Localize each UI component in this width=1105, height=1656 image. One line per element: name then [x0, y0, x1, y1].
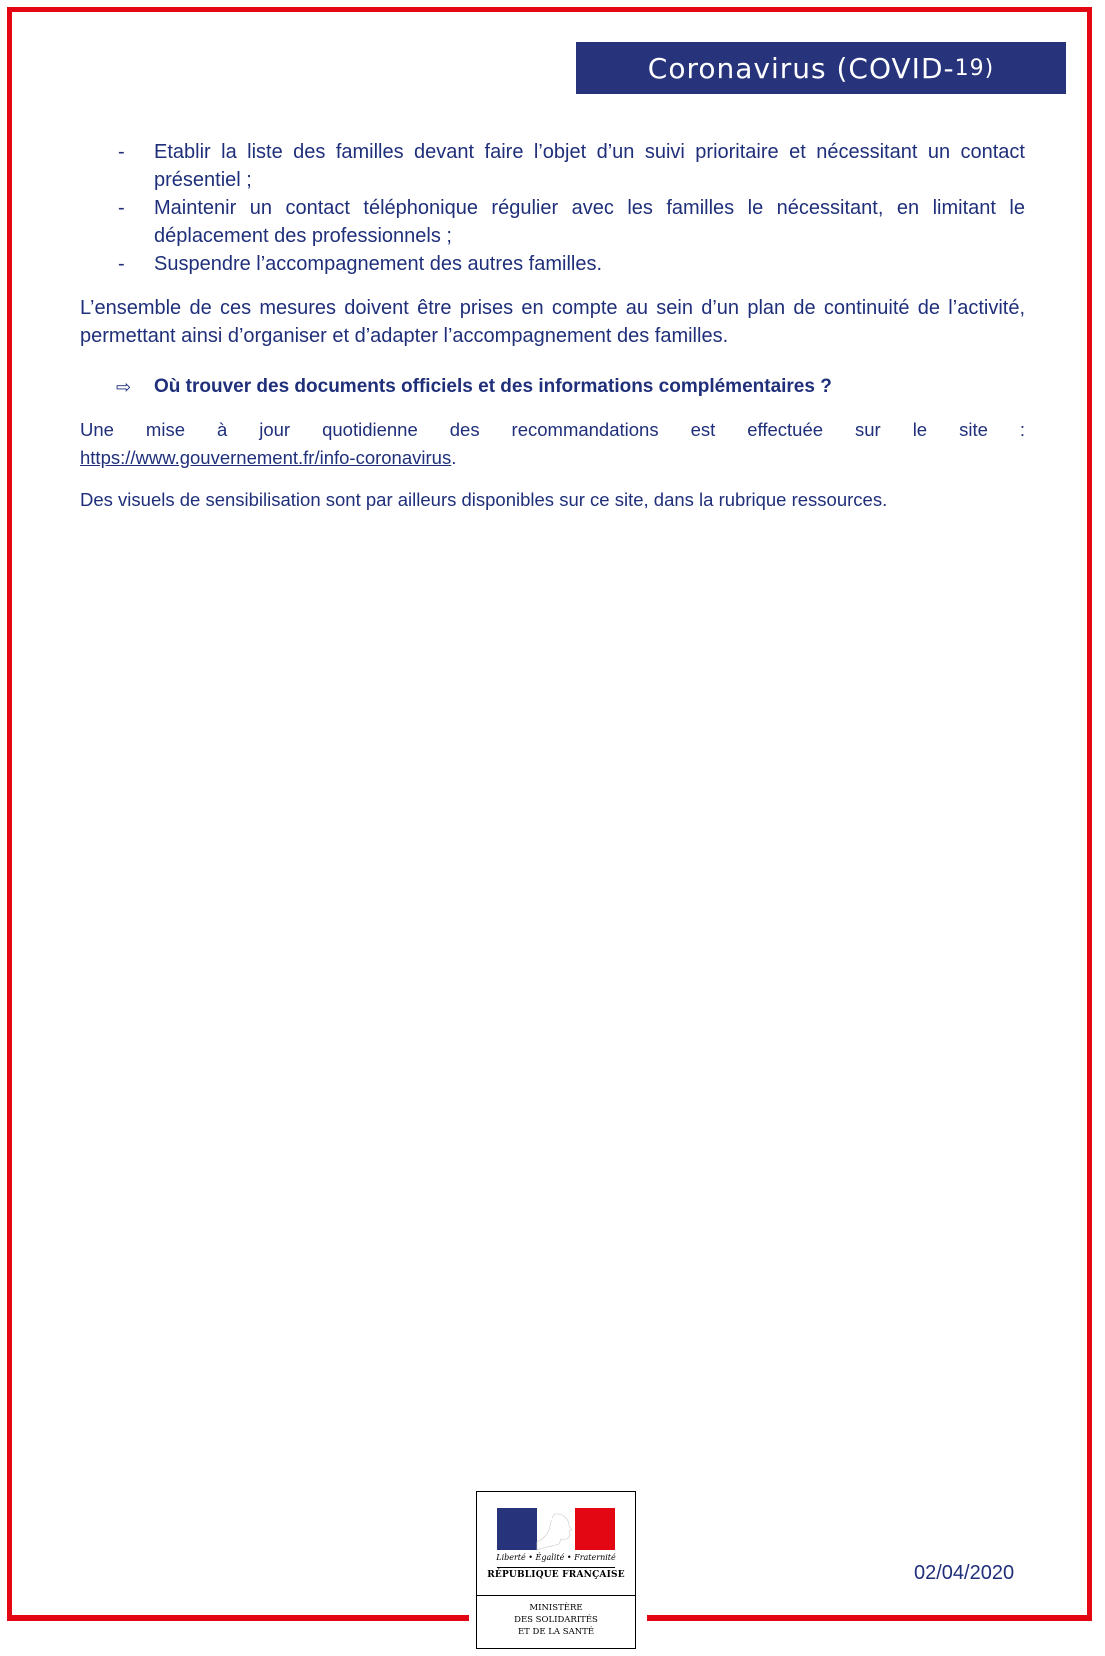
list-item-text: Suspendre l’accompagnement des autres familles. [154, 253, 603, 275]
question-text: Où trouver des documents officiels et des informations complémentaires ? [154, 376, 832, 397]
header-title-number: 19 [954, 55, 985, 81]
logo-motto: Liberté • Égalité • Fraternité [496, 1553, 616, 1562]
list-item [80, 250, 1025, 278]
gouvernement-link[interactable]: https://www.gouvernement.fr/info-coronavirus [80, 447, 452, 468]
bullet-dash: - [118, 197, 125, 219]
ministry-line: DES SOLIDARITÉS [514, 1615, 598, 1625]
measures-paragraph: L’ensemble de ces mesures doivent être prises en compte au sein d’un plan de continuité de l’activité, permettant ainsi d’organiser et d’adapter l’accompagnement des familles. [80, 297, 1025, 347]
header-title-close: ) [984, 55, 995, 81]
frame-bottom-left [7, 1615, 469, 1621]
visuals-paragraph: Des visuels de sensibilisation sont par ailleurs disponibles sur ce site, dans la rubrique ressources. [80, 489, 888, 510]
arrow-right-icon: ⇨ [116, 377, 132, 397]
header-title: Coronavirus (COVID- [647, 51, 955, 85]
frame-bottom-right [647, 1615, 1092, 1621]
logo-divider [497, 1567, 615, 1568]
ministry-line: ET DE LA SANTÉ [517, 1627, 595, 1637]
bullet-dash: - [118, 141, 125, 163]
logo-separator [477, 1595, 635, 1596]
logo-republic: RÉPUBLIQUE FRANÇAISE [487, 1570, 625, 1580]
logo-ministry [477, 1602, 635, 1638]
list-item-text: Etablir la liste des familles devant faire l’objet d’un suivi prioritaire et nécessitant un contact présentiel ; [154, 141, 1025, 191]
main-content [80, 138, 1025, 514]
header-banner [576, 42, 1066, 94]
document-date: 02/04/2020 [914, 1562, 1015, 1584]
ministry-line: MINISTÈRE [529, 1603, 583, 1613]
list-item-text: Maintenir un contact téléphonique régulier avec les familles le nécessitant, en limitant le déplacement des professionnels ; [154, 197, 1025, 247]
question-heading [80, 374, 1025, 400]
marianne-flag-icon [497, 1508, 615, 1550]
list-item [80, 194, 1025, 250]
link-period: . [451, 447, 457, 468]
ministry-logo [476, 1491, 636, 1649]
list-item [80, 138, 1025, 194]
bullet-list [80, 138, 1025, 278]
update-link-line [80, 444, 1025, 472]
update-paragraph: Une mise à jour quotidienne des recommandations est effectuée sur le site : [80, 419, 1025, 440]
bullet-dash: - [118, 253, 125, 275]
